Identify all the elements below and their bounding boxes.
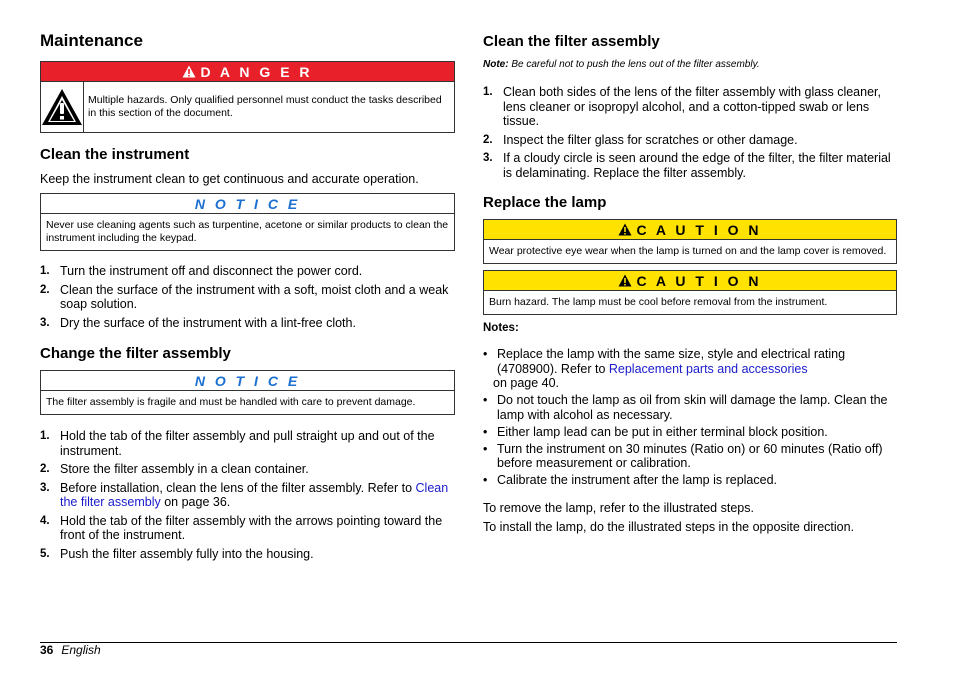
footer-divider	[40, 642, 897, 643]
notice-text: The filter assembly is fragile and must be handled with care to prevent damage.	[46, 396, 416, 408]
change-filter-title: Change the filter assembly	[40, 345, 231, 362]
list-item: 4. Hold the tab of the filter assembly with the arrows pointing toward the front of the instrument.	[40, 513, 443, 542]
warning-triangle-icon	[618, 274, 632, 287]
clean-filter-title: Clean the filter assembly	[483, 33, 660, 50]
caution-header	[484, 220, 896, 240]
right-column	[483, 30, 897, 535]
notice-text: Never use cleaning agents such as turpentine, acetone or similar products to clean the instrument including the keypad.	[46, 219, 449, 244]
install-lamp-text: To install the lamp, do the illustrated steps in the opposite direction.	[483, 519, 855, 534]
lamp-notes-list	[483, 347, 897, 488]
clean-filter-steps	[483, 85, 897, 180]
clean-filter-note: Note: Be careful not to push the lens out of the filter assembly.	[483, 59, 760, 70]
caution-label: C A U T I O N	[636, 272, 762, 289]
notes-label: Notes:	[483, 322, 519, 334]
list-item: 1. Turn the instrument off and disconnect the power cord.	[40, 264, 363, 278]
list-item: 2. Store the filter assembly in a clean container.	[40, 462, 309, 476]
replacement-parts-link[interactable]: Replacement parts and accessories	[608, 361, 808, 376]
notice-header: N O T I C E	[41, 371, 454, 391]
list-item: • Do not touch the lamp as oil from skin will damage the lamp. Clean the lamp with alcohol as necessary.	[483, 393, 888, 422]
replace-lamp-title: Replace the lamp	[483, 194, 607, 211]
list-item: 3. Dry the surface of the instrument with a lint-free cloth.	[40, 315, 356, 330]
change-filter-steps	[40, 429, 455, 561]
list-item: • Calibrate the instrument after the lamp is replaced.	[483, 473, 777, 487]
list-item: • Turn the instrument on 30 minutes (Ratio on) or 60 minutes (Ratio off) before measurement or calibration.	[483, 441, 883, 470]
danger-label: D A N G E R	[200, 63, 313, 80]
left-column	[40, 30, 455, 565]
clean-instrument-steps	[40, 264, 455, 330]
list-item: 2. Inspect the filter glass for scratches or other damage.	[483, 132, 798, 147]
page-number: 36	[40, 643, 54, 657]
danger-body	[41, 82, 454, 132]
list-item: 5. Push the filter assembly fully into the housing.	[40, 546, 314, 561]
caution-text: Burn hazard. The lamp must be cool before removal from the instrument.	[489, 296, 828, 308]
clean-instrument-title: Clean the instrument	[40, 146, 190, 163]
notice-box-filter	[40, 370, 455, 415]
caution-text: Wear protective eye wear when the lamp is turned on and the lamp cover is removed.	[489, 245, 887, 257]
list-item: 1. Clean both sides of the lens of the filter assembly with glass cleaner, lens cleaner or isopropyl alcohol, and a cotton-tipped swab or lens tissue.	[483, 85, 881, 128]
warning-triangle-icon	[618, 223, 632, 236]
maintenance-title: Maintenance	[40, 31, 143, 50]
list-item: • Either lamp lead can be put in either terminal block position.	[483, 424, 828, 439]
clean-filter-link[interactable]: Clean the filter assembly	[60, 480, 449, 509]
danger-header	[41, 62, 454, 82]
page-footer	[40, 643, 101, 657]
list-item: • Replace the lamp with the same size, style and electrical rating (4708900). Refer to Replacement parts and accessories on page 40.	[483, 347, 846, 390]
clean-instrument-intro: Keep the instrument clean to get continuous and accurate operation.	[40, 172, 419, 186]
caution-label: C A U T I O N	[636, 221, 762, 238]
caution-header	[484, 271, 896, 291]
remove-lamp-text: To remove the lamp, refer to the illustrated steps.	[483, 500, 754, 515]
warning-triangle-icon	[41, 82, 84, 132]
list-item: 1. Hold the tab of the filter assembly and pull straight up and out of the instrument.	[40, 429, 435, 458]
danger-text: Multiple hazards. Only qualified personnel must conduct the tasks described in this section of the document.	[88, 94, 442, 119]
list-item: 3. If a cloudy circle is seen around the edge of the filter, the filter material is delaminating. Replace the filter assembly.	[483, 151, 891, 180]
notice-box-clean	[40, 193, 455, 251]
caution-box-eyewear	[483, 219, 897, 264]
notice-header: N O T I C E	[41, 194, 454, 214]
list-item: 3. Before installation, clean the lens of the filter assembly. Refer to Clean the filter assembly on page 36.	[40, 480, 449, 509]
danger-box	[40, 61, 455, 133]
caution-box-burn	[483, 270, 897, 315]
footer-language: English	[61, 643, 101, 657]
warning-triangle-icon	[182, 65, 196, 78]
list-item: 2. Clean the surface of the instrument with a soft, moist cloth and a weak soap solution.	[40, 282, 449, 311]
